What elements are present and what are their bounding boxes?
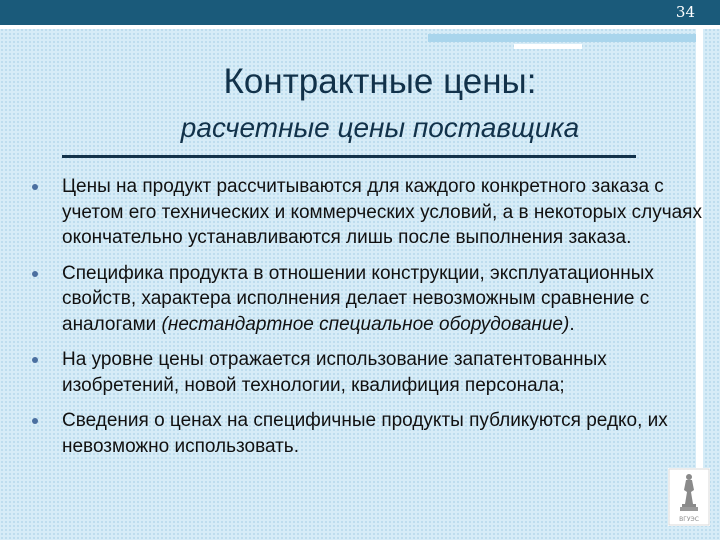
bullet-dot-icon xyxy=(32,184,38,190)
bullet-text: Сведения о ценах на специфичные продукты публикуются редко, их невозможно использовать. xyxy=(62,410,668,457)
accent-bar xyxy=(428,34,696,42)
bullet-dot-icon xyxy=(32,418,38,424)
bullet-dot-icon xyxy=(32,271,38,277)
slide-title: Контрактные цены: xyxy=(223,62,537,101)
bullet-item xyxy=(28,261,704,338)
bullet-list xyxy=(28,174,704,469)
bullet-italic-text: (нестандартное специальное оборудование) xyxy=(161,313,570,335)
accent-bar-small xyxy=(514,44,582,49)
bullet-text: Цены на продукт рассчитываются для каждого конкретного заказа с учетом его технических и коммерческих условий, а в некоторых случаях окончательно устанавливаются лишь после выполнения заказа. xyxy=(62,176,702,248)
bullet-dot-icon xyxy=(32,357,38,363)
statue-emblem-icon xyxy=(668,468,710,526)
bullet-suffix: . xyxy=(569,313,575,335)
top-bar-separator xyxy=(0,25,720,29)
bullet-item xyxy=(28,347,704,398)
slide-subtitle: расчетные цены поставщика xyxy=(180,112,580,143)
bullet-text: Специфика продукта в отношении конструкции, эксплуатационных свойств, характера исполнения делает невозможным сравнение с аналогами xyxy=(62,262,654,335)
title-underline xyxy=(62,155,636,158)
bullet-item xyxy=(28,408,704,459)
university-logo xyxy=(668,468,710,526)
logo-caption: ВГУЭС xyxy=(679,516,699,523)
bullet-item xyxy=(28,174,704,251)
page-number: 34 xyxy=(675,3,695,21)
top-bar xyxy=(0,0,720,25)
bullet-text: На уровне цены отражается использование запатентованных изобретений, новой технологии, квалифиция персонала; xyxy=(62,349,607,396)
